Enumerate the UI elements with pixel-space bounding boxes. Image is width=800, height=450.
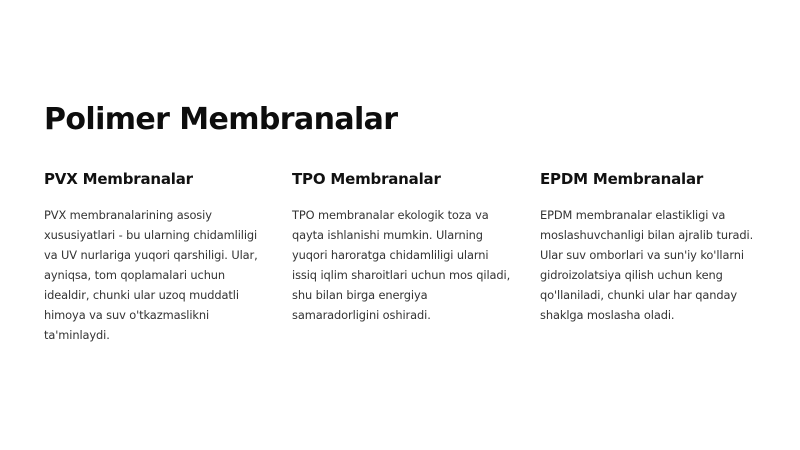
slide-title: Polimer Membranalar bbox=[44, 102, 398, 137]
membrane-columns bbox=[44, 168, 764, 368]
column-heading: PVX Membranalar bbox=[44, 170, 193, 188]
column-heading: TPO Membranalar bbox=[292, 170, 441, 188]
column-tpo bbox=[292, 168, 512, 325]
column-epdm bbox=[540, 168, 760, 325]
column-text: EPDM membranalar elastikligi va moslashuvchanligi bilan ajralib turadi. Ular suv omborlari va sun'iy ko'llarni gidroizolatsiya qilish uchun keng qo'llaniladi, chunki ular har qanday shaklga moslasha oladi. bbox=[540, 208, 754, 322]
column-heading: EPDM Membranalar bbox=[540, 170, 704, 188]
column-text: TPO membranalar ekologik toza va qayta ishlanishi mumkin. Ularning yuqori haroratga chidamliligi ularni issiq iqlim sharoitlari uchun mos qiladi, shu bilan birga energiya samaradorligini oshiradi. bbox=[292, 208, 511, 322]
column-pvx bbox=[44, 168, 264, 345]
column-text: PVX membranalarining asosiy xususiyatlari - bu ularning chidamliligi va UV nurlariga yuqori qarshiligi. Ular, ayniqsa, tom qoplamalari uchun idealdir, chunki ular uzoq muddatli himoya va suv o'tkazmaslikni ta'minlaydi. bbox=[44, 208, 258, 342]
